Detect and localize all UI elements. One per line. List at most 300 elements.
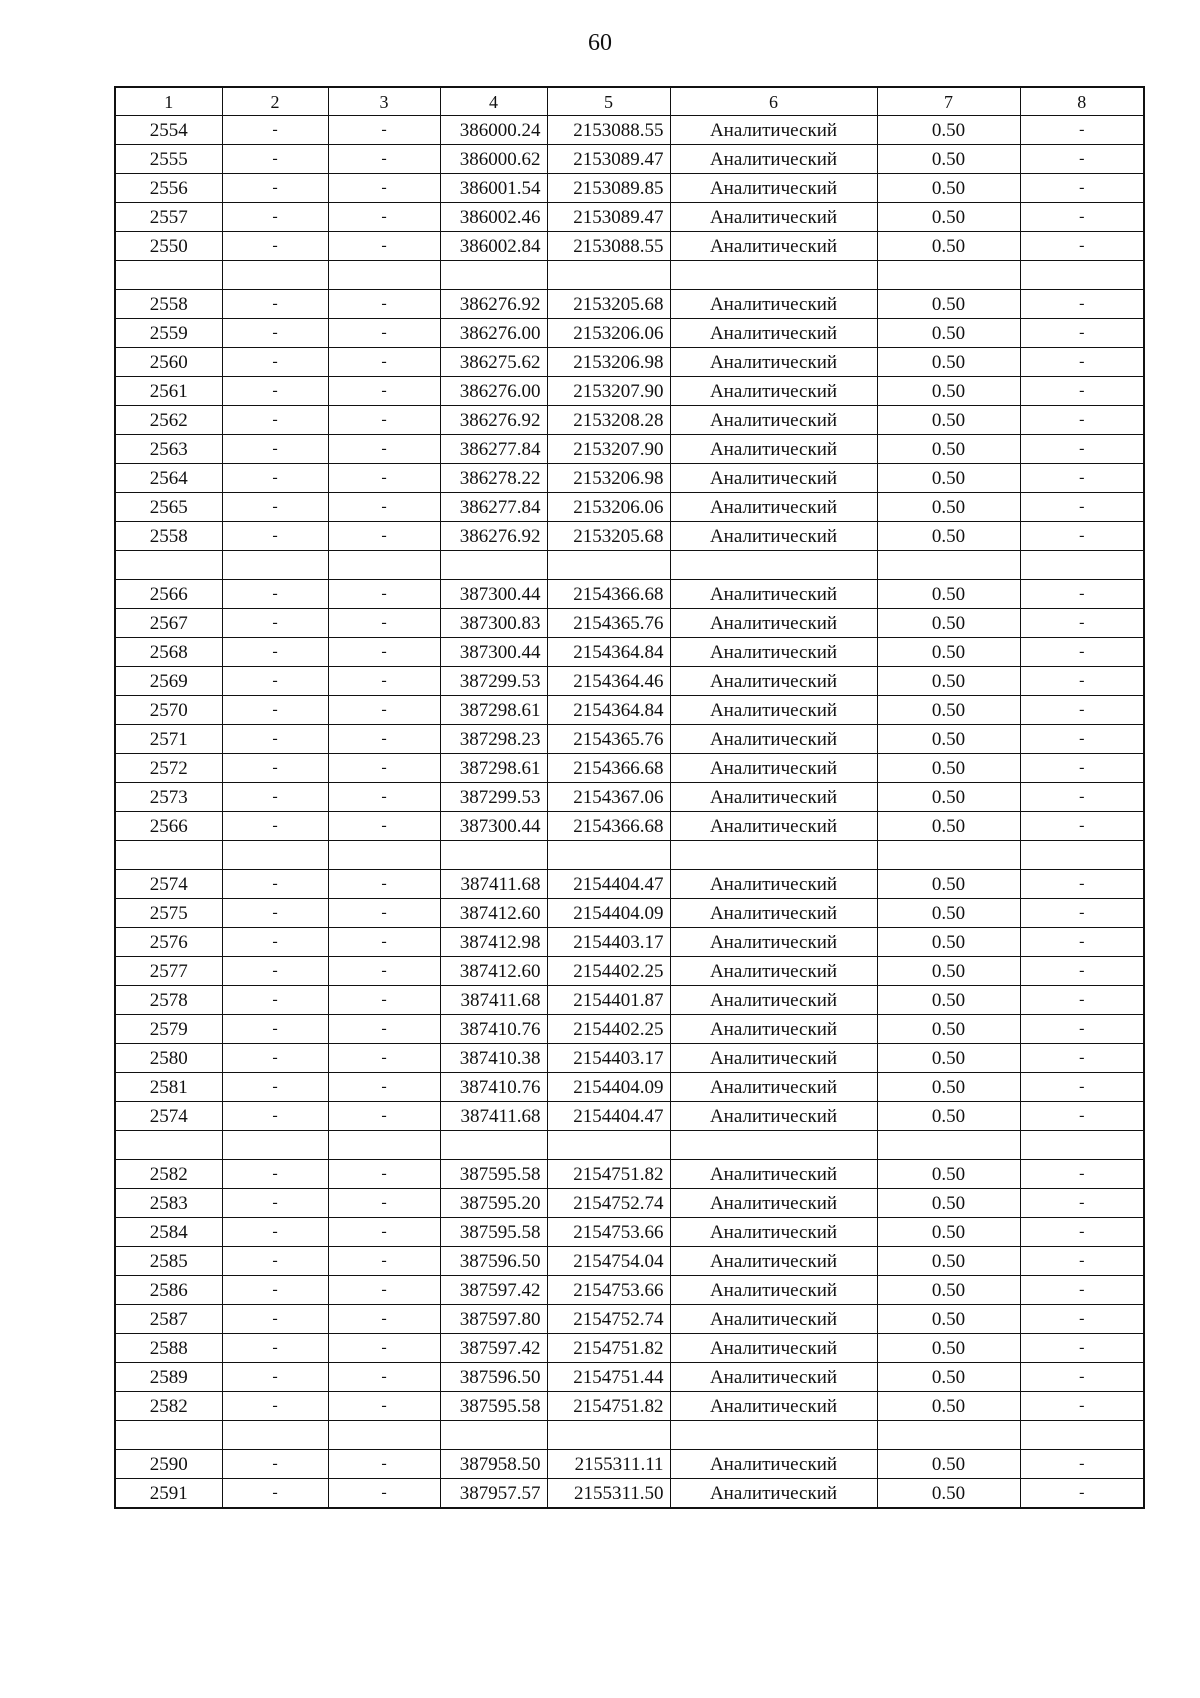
- y-coordinate-cell: [547, 841, 670, 870]
- x-coordinate-cell: 387595.58: [440, 1218, 547, 1247]
- x-coordinate-cell: 386002.46: [440, 203, 547, 232]
- y-coordinate-cell: 2153207.90: [547, 435, 670, 464]
- y-coordinate-cell: 2154751.44: [547, 1363, 670, 1392]
- accuracy-cell: 0.50: [877, 319, 1020, 348]
- x-coordinate-cell: 386276.00: [440, 319, 547, 348]
- method-cell: Аналитический: [670, 580, 877, 609]
- y-coordinate-cell: 2154364.84: [547, 638, 670, 667]
- col2-cell: -: [222, 464, 328, 493]
- table-row: [115, 145, 1144, 174]
- table-row: [115, 696, 1144, 725]
- method-cell: [670, 551, 877, 580]
- accuracy-cell: 0.50: [877, 348, 1020, 377]
- point-number-cell: 2561: [115, 377, 222, 406]
- col3-cell: -: [328, 174, 440, 203]
- table-row: [115, 754, 1144, 783]
- col3-cell: -: [328, 696, 440, 725]
- col8-cell: -: [1020, 696, 1144, 725]
- col3-cell: -: [328, 899, 440, 928]
- accuracy-cell: 0.50: [877, 1392, 1020, 1421]
- point-number-cell: 2559: [115, 319, 222, 348]
- method-cell: Аналитический: [670, 290, 877, 319]
- col3-cell: -: [328, 493, 440, 522]
- y-coordinate-cell: 2153088.55: [547, 116, 670, 145]
- header-cell: 8: [1020, 87, 1144, 116]
- point-number-cell: 2566: [115, 580, 222, 609]
- table-separator-row: [115, 551, 1144, 580]
- col8-cell: -: [1020, 319, 1144, 348]
- point-number-cell: 2577: [115, 957, 222, 986]
- method-cell: Аналитический: [670, 609, 877, 638]
- method-cell: [670, 841, 877, 870]
- accuracy-cell: 0.50: [877, 1334, 1020, 1363]
- point-number-cell: 2585: [115, 1247, 222, 1276]
- y-coordinate-cell: 2155311.11: [547, 1450, 670, 1479]
- accuracy-cell: 0.50: [877, 580, 1020, 609]
- col8-cell: -: [1020, 1073, 1144, 1102]
- col2-cell: -: [222, 1073, 328, 1102]
- col8-cell: -: [1020, 667, 1144, 696]
- y-coordinate-cell: 2153089.47: [547, 145, 670, 174]
- x-coordinate-cell: 386000.62: [440, 145, 547, 174]
- col2-cell: -: [222, 290, 328, 319]
- col2-cell: -: [222, 116, 328, 145]
- col8-cell: -: [1020, 174, 1144, 203]
- col8-cell: -: [1020, 812, 1144, 841]
- x-coordinate-cell: 386001.54: [440, 174, 547, 203]
- table-row: [115, 783, 1144, 812]
- accuracy-cell: 0.50: [877, 406, 1020, 435]
- col3-cell: -: [328, 1247, 440, 1276]
- page-number: 60: [588, 30, 612, 56]
- x-coordinate-cell: [440, 841, 547, 870]
- accuracy-cell: [877, 841, 1020, 870]
- accuracy-cell: 0.50: [877, 1450, 1020, 1479]
- y-coordinate-cell: 2153206.06: [547, 493, 670, 522]
- col3-cell: -: [328, 319, 440, 348]
- col8-cell: -: [1020, 1305, 1144, 1334]
- x-coordinate-cell: 387299.53: [440, 783, 547, 812]
- y-coordinate-cell: 2154753.66: [547, 1218, 670, 1247]
- method-cell: Аналитический: [670, 145, 877, 174]
- col8-cell: [1020, 261, 1144, 290]
- y-coordinate-cell: 2154751.82: [547, 1160, 670, 1189]
- table-row: [115, 1102, 1144, 1131]
- method-cell: Аналитический: [670, 1160, 877, 1189]
- method-cell: Аналитический: [670, 1334, 877, 1363]
- col3-cell: -: [328, 609, 440, 638]
- table-row: [115, 870, 1144, 899]
- x-coordinate-cell: 386276.92: [440, 406, 547, 435]
- point-number-cell: 2570: [115, 696, 222, 725]
- col8-cell: -: [1020, 493, 1144, 522]
- x-coordinate-cell: 387411.68: [440, 870, 547, 899]
- table-row: [115, 899, 1144, 928]
- col2-cell: [222, 551, 328, 580]
- col8-cell: -: [1020, 290, 1144, 319]
- col2-cell: -: [222, 1247, 328, 1276]
- col2-cell: [222, 1421, 328, 1450]
- col2-cell: -: [222, 1392, 328, 1421]
- col2-cell: -: [222, 667, 328, 696]
- method-cell: [670, 1421, 877, 1450]
- point-number-cell: [115, 841, 222, 870]
- x-coordinate-cell: [440, 1131, 547, 1160]
- table-row: [115, 1450, 1144, 1479]
- x-coordinate-cell: [440, 1421, 547, 1450]
- table-row: [115, 1247, 1144, 1276]
- table-row: [115, 348, 1144, 377]
- col2-cell: -: [222, 696, 328, 725]
- col2-cell: -: [222, 319, 328, 348]
- table-row: [115, 957, 1144, 986]
- method-cell: Аналитический: [670, 348, 877, 377]
- method-cell: Аналитический: [670, 1305, 877, 1334]
- accuracy-cell: 0.50: [877, 783, 1020, 812]
- col3-cell: -: [328, 1044, 440, 1073]
- col8-cell: -: [1020, 1189, 1144, 1218]
- y-coordinate-cell: 2154364.84: [547, 696, 670, 725]
- point-number-cell: 2565: [115, 493, 222, 522]
- x-coordinate-cell: 387298.23: [440, 725, 547, 754]
- method-cell: Аналитический: [670, 1189, 877, 1218]
- point-number-cell: 2587: [115, 1305, 222, 1334]
- y-coordinate-cell: 2154366.68: [547, 580, 670, 609]
- point-number-cell: 2574: [115, 870, 222, 899]
- col8-cell: -: [1020, 783, 1144, 812]
- method-cell: Аналитический: [670, 754, 877, 783]
- y-coordinate-cell: 2154752.74: [547, 1189, 670, 1218]
- x-coordinate-cell: [440, 261, 547, 290]
- col3-cell: -: [328, 1334, 440, 1363]
- method-cell: Аналитический: [670, 1450, 877, 1479]
- col8-cell: -: [1020, 1015, 1144, 1044]
- col3-cell: -: [328, 725, 440, 754]
- col8-cell: -: [1020, 580, 1144, 609]
- col8-cell: -: [1020, 1218, 1144, 1247]
- col8-cell: -: [1020, 986, 1144, 1015]
- col3-cell: -: [328, 957, 440, 986]
- col8-cell: -: [1020, 1160, 1144, 1189]
- col3-cell: -: [328, 348, 440, 377]
- col8-cell: -: [1020, 1392, 1144, 1421]
- col2-cell: -: [222, 435, 328, 464]
- method-cell: Аналитический: [670, 1392, 877, 1421]
- table-row: [115, 667, 1144, 696]
- col2-cell: -: [222, 348, 328, 377]
- col3-cell: -: [328, 203, 440, 232]
- point-number-cell: 2586: [115, 1276, 222, 1305]
- method-cell: Аналитический: [670, 435, 877, 464]
- point-number-cell: 2573: [115, 783, 222, 812]
- accuracy-cell: 0.50: [877, 116, 1020, 145]
- point-number-cell: 2578: [115, 986, 222, 1015]
- table-row: [115, 319, 1144, 348]
- col8-cell: -: [1020, 377, 1144, 406]
- x-coordinate-cell: 387597.80: [440, 1305, 547, 1334]
- col8-cell: -: [1020, 406, 1144, 435]
- y-coordinate-cell: 2153089.47: [547, 203, 670, 232]
- table-separator-row: [115, 261, 1144, 290]
- col2-cell: -: [222, 783, 328, 812]
- accuracy-cell: [877, 551, 1020, 580]
- col2-cell: -: [222, 1450, 328, 1479]
- point-number-cell: 2584: [115, 1218, 222, 1247]
- table-row: [115, 1334, 1144, 1363]
- col2-cell: -: [222, 1160, 328, 1189]
- accuracy-cell: 0.50: [877, 754, 1020, 783]
- y-coordinate-cell: 2154403.17: [547, 928, 670, 957]
- point-number-cell: 2572: [115, 754, 222, 783]
- col2-cell: -: [222, 174, 328, 203]
- col8-cell: -: [1020, 1276, 1144, 1305]
- method-cell: Аналитический: [670, 899, 877, 928]
- col2-cell: -: [222, 522, 328, 551]
- point-number-cell: [115, 1131, 222, 1160]
- y-coordinate-cell: 2153206.98: [547, 464, 670, 493]
- col3-cell: -: [328, 1160, 440, 1189]
- x-coordinate-cell: 387597.42: [440, 1276, 547, 1305]
- col2-cell: -: [222, 725, 328, 754]
- y-coordinate-cell: [547, 1131, 670, 1160]
- col8-cell: -: [1020, 609, 1144, 638]
- col2-cell: -: [222, 1305, 328, 1334]
- y-coordinate-cell: 2154754.04: [547, 1247, 670, 1276]
- point-number-cell: 2564: [115, 464, 222, 493]
- accuracy-cell: 0.50: [877, 1160, 1020, 1189]
- table-row: [115, 812, 1144, 841]
- col2-cell: -: [222, 1218, 328, 1247]
- table-row: [115, 638, 1144, 667]
- method-cell: Аналитический: [670, 1247, 877, 1276]
- x-coordinate-cell: 387412.60: [440, 899, 547, 928]
- col3-cell: -: [328, 986, 440, 1015]
- y-coordinate-cell: 2154404.47: [547, 1102, 670, 1131]
- x-coordinate-cell: 387596.50: [440, 1363, 547, 1392]
- x-coordinate-cell: 387595.58: [440, 1160, 547, 1189]
- point-number-cell: 2582: [115, 1160, 222, 1189]
- col3-cell: -: [328, 464, 440, 493]
- table-row: [115, 609, 1144, 638]
- method-cell: Аналитический: [670, 725, 877, 754]
- point-number-cell: 2562: [115, 406, 222, 435]
- col8-cell: -: [1020, 203, 1144, 232]
- point-number-cell: 2567: [115, 609, 222, 638]
- col3-cell: -: [328, 435, 440, 464]
- accuracy-cell: 0.50: [877, 1479, 1020, 1509]
- col3-cell: -: [328, 522, 440, 551]
- method-cell: Аналитический: [670, 1015, 877, 1044]
- method-cell: Аналитический: [670, 1276, 877, 1305]
- col3-cell: -: [328, 232, 440, 261]
- col2-cell: -: [222, 1479, 328, 1509]
- y-coordinate-cell: 2154364.46: [547, 667, 670, 696]
- table-row: [115, 928, 1144, 957]
- col2-cell: -: [222, 1102, 328, 1131]
- col8-cell: -: [1020, 754, 1144, 783]
- method-cell: Аналитический: [670, 203, 877, 232]
- table-row: [115, 1305, 1144, 1334]
- x-coordinate-cell: 387300.44: [440, 638, 547, 667]
- x-coordinate-cell: 386277.84: [440, 435, 547, 464]
- y-coordinate-cell: 2153208.28: [547, 406, 670, 435]
- table-row: [115, 1392, 1144, 1421]
- y-coordinate-cell: 2153088.55: [547, 232, 670, 261]
- y-coordinate-cell: 2153205.68: [547, 290, 670, 319]
- y-coordinate-cell: 2154402.25: [547, 957, 670, 986]
- table-row: [115, 232, 1144, 261]
- y-coordinate-cell: 2154366.68: [547, 812, 670, 841]
- y-coordinate-cell: 2154402.25: [547, 1015, 670, 1044]
- col8-cell: [1020, 551, 1144, 580]
- accuracy-cell: 0.50: [877, 870, 1020, 899]
- point-number-cell: 2566: [115, 812, 222, 841]
- col2-cell: [222, 261, 328, 290]
- x-coordinate-cell: 387300.83: [440, 609, 547, 638]
- header-cell: 6: [670, 87, 877, 116]
- x-coordinate-cell: 387597.42: [440, 1334, 547, 1363]
- accuracy-cell: 0.50: [877, 174, 1020, 203]
- col2-cell: -: [222, 1044, 328, 1073]
- col2-cell: -: [222, 232, 328, 261]
- col8-cell: -: [1020, 232, 1144, 261]
- method-cell: Аналитический: [670, 870, 877, 899]
- col2-cell: -: [222, 1189, 328, 1218]
- header-cell: 2: [222, 87, 328, 116]
- method-cell: Аналитический: [670, 1479, 877, 1509]
- point-number-cell: 2588: [115, 1334, 222, 1363]
- table-row: [115, 1276, 1144, 1305]
- y-coordinate-cell: [547, 261, 670, 290]
- point-number-cell: 2568: [115, 638, 222, 667]
- accuracy-cell: 0.50: [877, 1247, 1020, 1276]
- col2-cell: -: [222, 1363, 328, 1392]
- x-coordinate-cell: 387958.50: [440, 1450, 547, 1479]
- accuracy-cell: 0.50: [877, 1276, 1020, 1305]
- table-row: [115, 1015, 1144, 1044]
- x-coordinate-cell: 386276.00: [440, 377, 547, 406]
- point-number-cell: 2583: [115, 1189, 222, 1218]
- table-row: [115, 464, 1144, 493]
- col2-cell: -: [222, 203, 328, 232]
- col3-cell: -: [328, 1305, 440, 1334]
- method-cell: Аналитический: [670, 406, 877, 435]
- method-cell: Аналитический: [670, 1363, 877, 1392]
- x-coordinate-cell: 387957.57: [440, 1479, 547, 1509]
- y-coordinate-cell: 2154366.68: [547, 754, 670, 783]
- accuracy-cell: 0.50: [877, 145, 1020, 174]
- x-coordinate-cell: 386275.62: [440, 348, 547, 377]
- col2-cell: [222, 841, 328, 870]
- point-number-cell: 2569: [115, 667, 222, 696]
- accuracy-cell: 0.50: [877, 667, 1020, 696]
- y-coordinate-cell: 2154752.74: [547, 1305, 670, 1334]
- accuracy-cell: 0.50: [877, 812, 1020, 841]
- point-number-cell: 2576: [115, 928, 222, 957]
- point-number-cell: 2556: [115, 174, 222, 203]
- col2-cell: [222, 1131, 328, 1160]
- method-cell: Аналитический: [670, 638, 877, 667]
- table-separator-row: [115, 1421, 1144, 1450]
- col8-cell: [1020, 1421, 1144, 1450]
- accuracy-cell: 0.50: [877, 957, 1020, 986]
- method-cell: [670, 261, 877, 290]
- method-cell: Аналитический: [670, 232, 877, 261]
- col8-cell: [1020, 1131, 1144, 1160]
- accuracy-cell: 0.50: [877, 928, 1020, 957]
- point-number-cell: 2590: [115, 1450, 222, 1479]
- x-coordinate-cell: 387298.61: [440, 696, 547, 725]
- accuracy-cell: 0.50: [877, 290, 1020, 319]
- col2-cell: -: [222, 145, 328, 174]
- y-coordinate-cell: 2154751.82: [547, 1334, 670, 1363]
- method-cell: Аналитический: [670, 1218, 877, 1247]
- table-row: [115, 290, 1144, 319]
- col2-cell: -: [222, 493, 328, 522]
- table-row: [115, 1189, 1144, 1218]
- x-coordinate-cell: 387298.61: [440, 754, 547, 783]
- col8-cell: -: [1020, 522, 1144, 551]
- col8-cell: -: [1020, 464, 1144, 493]
- point-number-cell: 2571: [115, 725, 222, 754]
- col8-cell: -: [1020, 145, 1144, 174]
- method-cell: Аналитический: [670, 812, 877, 841]
- accuracy-cell: 0.50: [877, 522, 1020, 551]
- header-cell: 7: [877, 87, 1020, 116]
- table-row: [115, 580, 1144, 609]
- col3-cell: -: [328, 1218, 440, 1247]
- table-header-row: [115, 87, 1144, 116]
- method-cell: Аналитический: [670, 319, 877, 348]
- col8-cell: -: [1020, 899, 1144, 928]
- header-cell: 5: [547, 87, 670, 116]
- table-row: [115, 203, 1144, 232]
- accuracy-cell: 0.50: [877, 464, 1020, 493]
- method-cell: Аналитический: [670, 1073, 877, 1102]
- col3-cell: [328, 841, 440, 870]
- col2-cell: -: [222, 754, 328, 783]
- point-number-cell: 2579: [115, 1015, 222, 1044]
- x-coordinate-cell: 387410.76: [440, 1015, 547, 1044]
- col3-cell: -: [328, 1073, 440, 1102]
- accuracy-cell: 0.50: [877, 1189, 1020, 1218]
- col2-cell: -: [222, 377, 328, 406]
- point-number-cell: 2557: [115, 203, 222, 232]
- table-row: [115, 522, 1144, 551]
- point-number-cell: [115, 1421, 222, 1450]
- y-coordinate-cell: 2154751.82: [547, 1392, 670, 1421]
- col8-cell: -: [1020, 1247, 1144, 1276]
- col2-cell: -: [222, 1015, 328, 1044]
- col3-cell: [328, 551, 440, 580]
- col3-cell: -: [328, 1479, 440, 1509]
- point-number-cell: [115, 551, 222, 580]
- col2-cell: -: [222, 812, 328, 841]
- y-coordinate-cell: 2154365.76: [547, 725, 670, 754]
- method-cell: Аналитический: [670, 696, 877, 725]
- method-cell: Аналитический: [670, 1044, 877, 1073]
- y-coordinate-cell: 2154404.47: [547, 870, 670, 899]
- method-cell: Аналитический: [670, 1102, 877, 1131]
- point-number-cell: 2554: [115, 116, 222, 145]
- table-row: [115, 1044, 1144, 1073]
- col8-cell: -: [1020, 870, 1144, 899]
- col2-cell: -: [222, 870, 328, 899]
- method-cell: Аналитический: [670, 986, 877, 1015]
- x-coordinate-cell: 386277.84: [440, 493, 547, 522]
- col3-cell: -: [328, 116, 440, 145]
- method-cell: Аналитический: [670, 928, 877, 957]
